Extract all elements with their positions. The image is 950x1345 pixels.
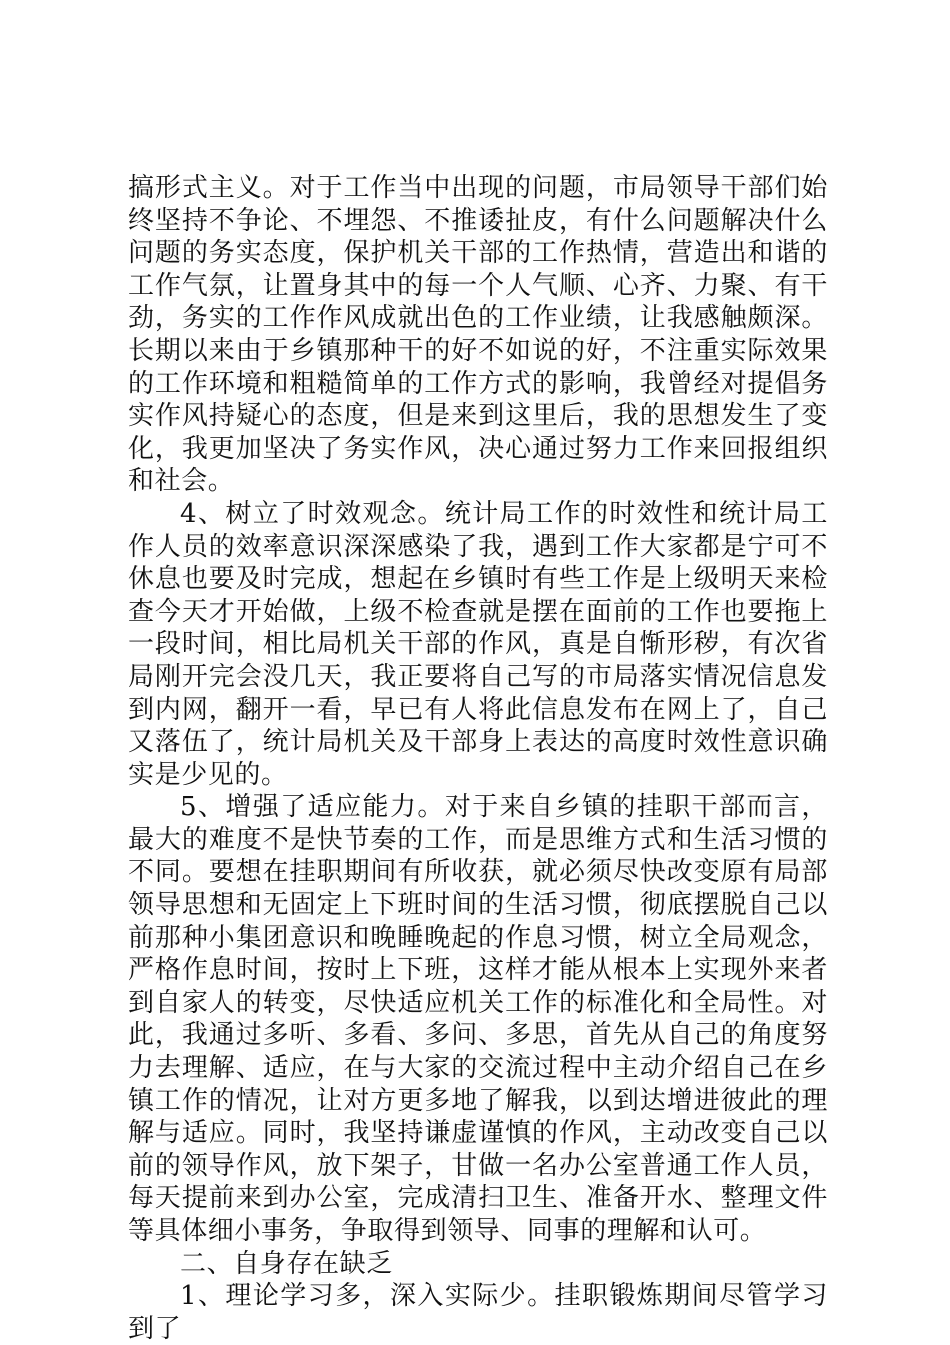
paragraph-adaptability: 5、增强了适应能力。对于来自乡镇的挂职干部而言，最大的难度不是快节奏的工作，而是思维方式和生活习惯的不同。要想在挂职期间有所收获，就必须尽快改变原有局部领导思想和无固定上下班时间的生活习惯，彻底摆脱自己以前那种小集团意识和晚睡晚起的作息习惯，树立全局观念，严格作息时间，按时上下班，这样才能从根本上实现外来者到自家人的转变，尽快适应机关工作的标准化和全局性。对此，我通过多听、多看、多问、多思，首先从自己的角度努力去理解、适应，在与大家的交流过程中主动介绍自己在乡镇工作的情况，让对方更多地了解我，以到达增进彼此的理解与适应。同时，我坚持谦虚谨慎的作风，主动改变自己以前的领导作风，放下架子，甘做一名办公室普通工作人员，每天提前来到办公室，完成清扫卫生、准备开水、整理文件等具体细小事务，争取得到领导、同事的理解和认可。 — [128, 792, 828, 1246]
paragraph-timeliness: 4、树立了时效观念。统计局工作的时效性和统计局工作人员的效率意识深深感染了我，遇到工作大家都是宁可不休息也要及时完成，想起在乡镇时有些工作是上级明天来检查今天才开始做，上级不检查就是摆在面前的工作也要拖上一段时间，相比局机关干部的作风，真是自惭形秽，有次省局刚开完会没几天，我正要将自己写的市局落实情况信息发到内网，翻开一看，早已有人将此信息发布在网上了，自己又落伍了，统计局机关及干部身上表达的高度时效性意识确实是少见的。 — [128, 498, 828, 790]
paragraph-continuation: 搞形式主义。对于工作当中出现的问题，市局领导干部们始终坚持不争论、不埋怨、不推诿扯皮，有什么问题解决什么问题的务实态度，保护机关干部的工作热情，营造出和谐的工作气氛，让置身其中的每一个人气顺、心齐、力聚、有干劲，务实的工作作风成就出色的工作业绩，让我感触颇深。长期以来由于乡镇那种干的好不如说的好，不注重实际效果的工作环境和粗糙简单的工作方式的影响，我曾经对提倡务实作风持疑心的态度，但是来到这里后，我的思想发生了变化，我更加坚决了务实作风，决心通过努力工作来回报组织和社会。 — [128, 173, 828, 497]
paragraph-theory-study: 1、理论学习多，深入实际少。挂职锻炼期间尽管学习到了 — [128, 1281, 828, 1344]
document-body — [128, 172, 828, 1345]
section-heading: 二、自身存在缺乏 — [180, 1248, 393, 1279]
